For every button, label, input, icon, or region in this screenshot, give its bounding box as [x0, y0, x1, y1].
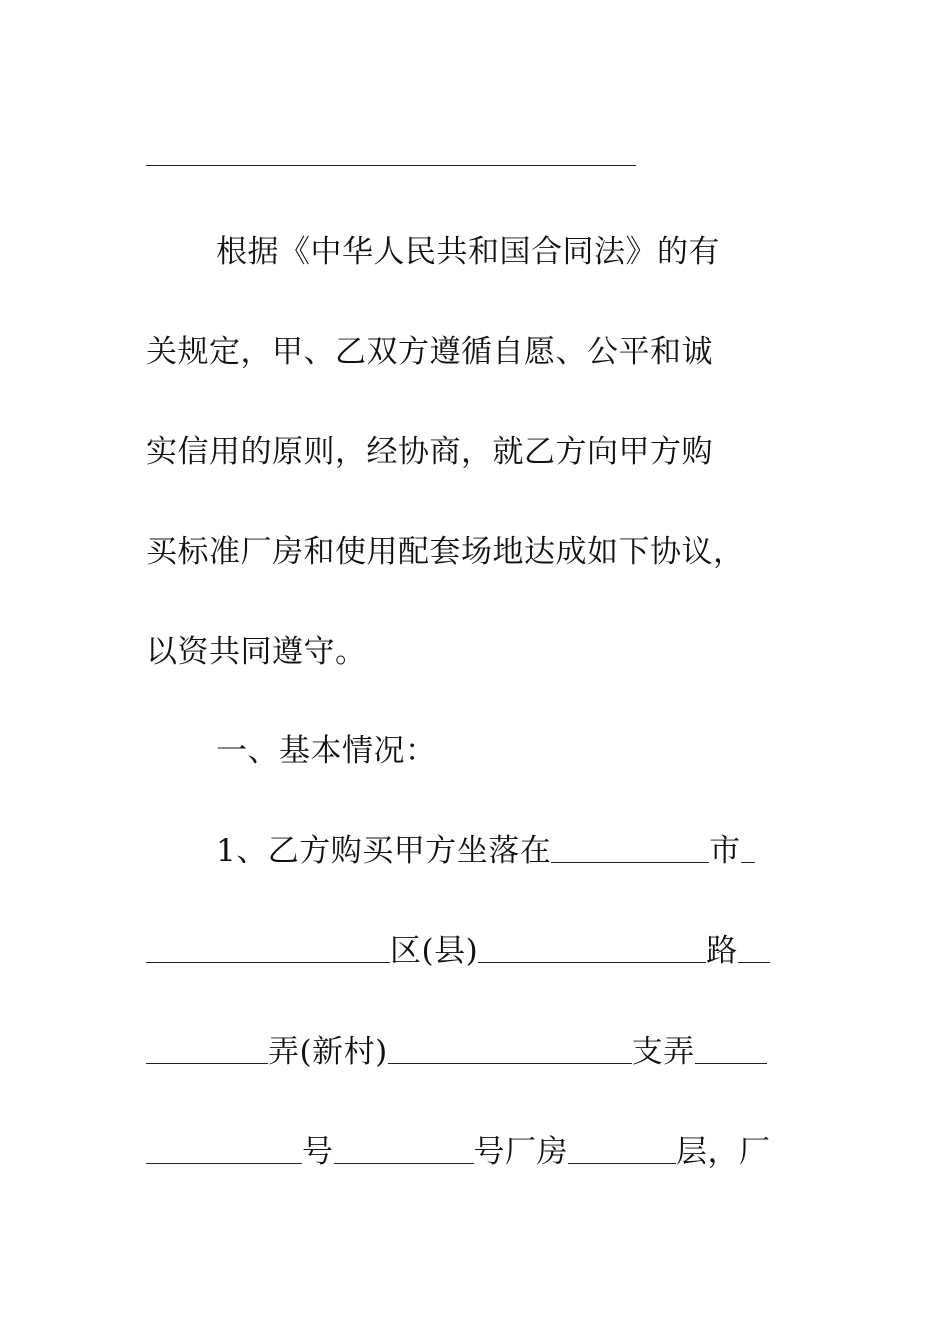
- item-line: [146, 931, 770, 971]
- number-label: 号: [302, 1134, 334, 1170]
- city-label: 市: [709, 833, 741, 869]
- fill-blank: [478, 936, 706, 963]
- fill-blank: [146, 1137, 302, 1164]
- item-line: [216, 831, 755, 871]
- paragraph-line: 实信用的原则，经协商，就乙方向甲方购: [146, 434, 713, 470]
- paragraph-line: 关规定，甲、乙双方遵循自愿、公平和诚: [146, 334, 713, 370]
- paragraph-line: 根据《中华人民共和国合同法》的有: [216, 234, 720, 270]
- top-blank-line: [146, 165, 636, 166]
- item-prefix: 1、乙方购买甲方坐落在: [216, 833, 552, 869]
- fill-blank: [741, 836, 755, 863]
- branch-lane-label: 支弄: [631, 1034, 695, 1070]
- lane-label: 弄(新村): [268, 1034, 388, 1070]
- paragraph-line: 以资共同遵守。: [146, 634, 367, 670]
- fill-blank: [146, 1037, 268, 1064]
- building-number-label: 号厂房: [473, 1134, 568, 1170]
- fill-blank: [568, 1137, 676, 1164]
- paragraph-line: 买标准厂房和使用配套场地达成如下协议，: [146, 534, 745, 570]
- fill-blank: [551, 836, 709, 863]
- fill-blank: [738, 936, 770, 963]
- road-label: 路: [706, 933, 738, 969]
- item-line: [146, 1132, 771, 1172]
- fill-blank: [695, 1037, 767, 1064]
- district-label: 区(县): [390, 933, 479, 969]
- item-line: [146, 1032, 767, 1072]
- floor-label: 层，厂: [676, 1134, 771, 1170]
- fill-blank: [388, 1037, 632, 1064]
- fill-blank: [146, 936, 390, 963]
- section-heading: 一、基本情况：: [216, 733, 437, 769]
- fill-blank: [334, 1137, 474, 1164]
